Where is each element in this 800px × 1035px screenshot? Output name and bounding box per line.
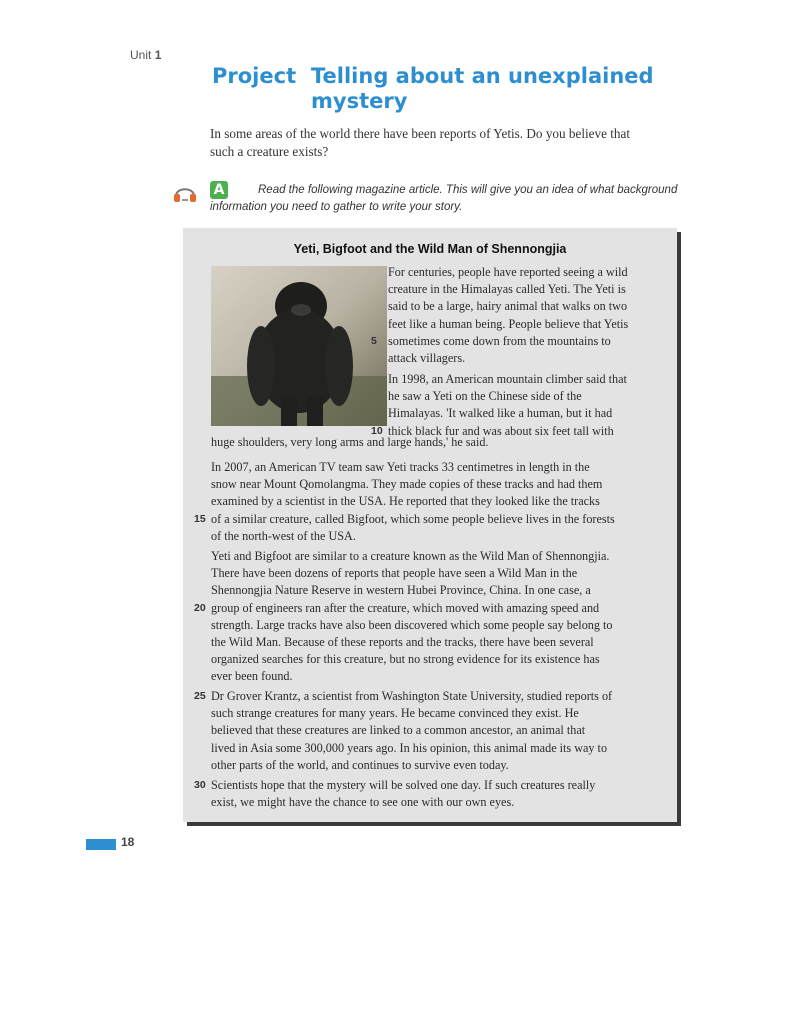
- intro-line: In some areas of the world there have been reports of Yetis. Do you believe that: [210, 126, 631, 141]
- text-line: he saw a Yeti on the Chinese side of the: [388, 389, 582, 404]
- unit-word: Unit: [130, 48, 152, 62]
- paragraph-3: [194, 459, 615, 545]
- text-line: exist, we might have the chance to see one with our own eyes.: [211, 795, 515, 810]
- text-line: organized searches for this creature, but no strong evidence for its existence has: [211, 652, 600, 667]
- yeti-photo: [211, 266, 387, 426]
- text-line: attack villagers.: [388, 351, 466, 366]
- line-number: 15: [194, 512, 206, 525]
- footer-color-bar: [86, 839, 116, 850]
- task-line: Read the following magazine article. This will give you an idea of what background: [258, 184, 678, 196]
- text-line: There have been dozens of reports that people have seen a Wild Man in the: [211, 566, 578, 581]
- text-line: such strange creatures for many years. He became convinced they exist. He: [211, 706, 579, 721]
- text-line: 20 group of engineers ran after the creature, which moved with amazing speed and: [211, 600, 613, 617]
- text-line: In 1998, an American mountain climber said that: [388, 372, 627, 386]
- text-line: creature in the Himalayas called Yeti. The Yeti is: [388, 282, 626, 297]
- paragraph-4: [194, 548, 613, 686]
- magazine-article: [183, 228, 677, 822]
- text-line: 25 Dr Grover Krantz, a scientist from Washington State University, studied reports of: [211, 688, 612, 705]
- text-line: strength. Large tracks have also been discovered which some people say belong to: [211, 617, 613, 632]
- paragraph-2: [371, 371, 627, 440]
- text-line: Himalayas. 'It walked like a human, but it had: [388, 406, 613, 421]
- paragraph-1: [371, 264, 629, 367]
- line-number: 5: [371, 334, 377, 347]
- text-line: 10 thick black fur and was about six feet tall with: [388, 423, 627, 440]
- unit-label: [130, 48, 161, 62]
- line-number: 10: [371, 424, 383, 437]
- intro-text: [210, 125, 670, 161]
- title-line2: mystery: [311, 89, 408, 113]
- text-line: For centuries, people have reported seeing a wild: [388, 265, 628, 279]
- page-title: [212, 64, 654, 113]
- text-line: 15 of a similar creature, called Bigfoot, which some people believe lives in the forests: [211, 511, 615, 528]
- text-line: Yeti and Bigfoot are similar to a creature known as the Wild Man of Shennongjia.: [211, 549, 610, 563]
- task-line: information you need to gather to write your story.: [210, 201, 463, 213]
- text-line: the Wild Man. Because of these reports and the tracks, there have been several: [211, 635, 594, 650]
- paragraph-5: [194, 688, 613, 774]
- line-number: 30: [194, 779, 206, 791]
- text-line: 30 Scientists hope that the mystery will be solved one day. If such creatures really: [211, 777, 595, 794]
- paragraph-6: [194, 777, 596, 811]
- text-line: believed that these creatures are linked to a common ancestor, an animal that: [211, 723, 586, 738]
- title-label: Project: [212, 64, 297, 88]
- task-instruction: [210, 182, 678, 216]
- title-line1: Telling about an unexplained: [311, 64, 654, 88]
- task-badge: A: [210, 181, 228, 199]
- text-line: 5 sometimes come down from the mountains to: [388, 333, 628, 350]
- unit-number: 1: [154, 48, 162, 62]
- text-line: huge shoulders, very long arms and large hands,' he said.: [211, 435, 489, 449]
- page-number: 18: [121, 835, 135, 849]
- text-line: ever been found.: [211, 669, 293, 684]
- text-line: said to be a large, hairy animal that walks on two: [388, 299, 628, 314]
- text-line: of the north-west of the USA.: [211, 528, 356, 543]
- article-title: Yeti, Bigfoot and the Wild Man of Shennongjia: [293, 242, 567, 256]
- intro-line: such a creature exists?: [210, 144, 329, 159]
- text-line: feet like a human being. People believe that Yetis: [388, 316, 629, 331]
- line-number: 20: [194, 601, 206, 614]
- text-line: In 2007, an American TV team saw Yeti tracks 33 centimetres in length in the: [211, 460, 590, 474]
- text-line: other parts of the world, and continues to survive even today.: [211, 757, 509, 772]
- text-line: snow near Mount Qomolangma. They made copies of these tracks and had them: [211, 477, 603, 492]
- text-line: examined by a scientist in the USA. He reported that they looked like the tracks: [211, 494, 600, 509]
- text-line: Shennongjia Nature Reserve in western Hubei Province, China. In one case, a: [211, 583, 591, 598]
- headphones-icon: [172, 182, 198, 204]
- line-number: 25: [194, 690, 206, 702]
- text-line: lived in Asia some 300,000 years ago. In his opinion, this animal made its way to: [211, 740, 608, 755]
- paragraph-2-end: [211, 434, 488, 451]
